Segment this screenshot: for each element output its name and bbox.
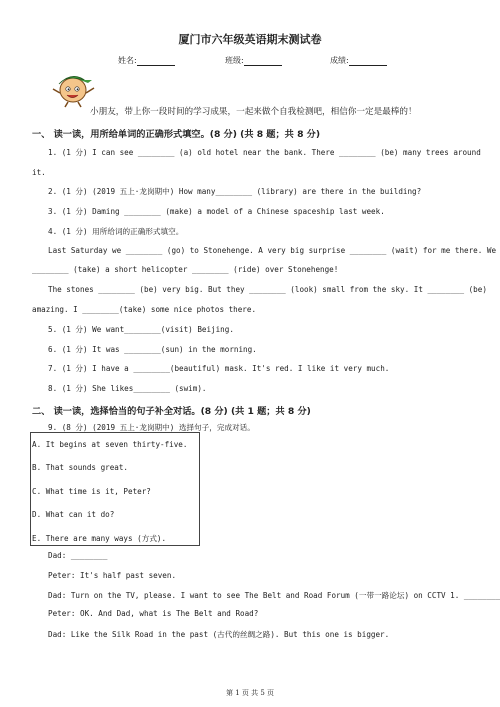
dialog-line-4: Peter: OK. And Dad, what is The Belt and Road? (48, 609, 259, 618)
question-7: 7. (1 分) I have a ________(beautiful) mask. It's red. I like it very much. (48, 364, 390, 373)
score-blank (349, 57, 387, 66)
class-label: 班级: (225, 56, 244, 65)
question-3: 3. (1 分) Daming ________ (make) a model of a Chinese spaceship last week. (48, 207, 385, 216)
class-field (225, 55, 282, 66)
name-label: 姓名: (118, 56, 137, 65)
question-6: 6. (1 分) It was ________(sun) in the morning. (48, 345, 257, 354)
passage-line-4: amazing. I ________(take) some nice photos there. (32, 305, 257, 314)
section2-heading: 二、 读一读，选择恰当的句子补全对话。(8 分) (共 1 题；共 8 分) (32, 406, 311, 417)
option-a: A. It begins at seven thirty-five. (32, 440, 188, 449)
dialog-line-1: Dad: ________ (48, 551, 108, 560)
option-e: E. There are many ways (方式). (32, 534, 167, 543)
page-title: 厦门市六年级英语期末测试卷 (178, 33, 322, 46)
name-blank (137, 57, 175, 66)
question-5: 5. (1 分) We want________(visit) Beijing. (48, 325, 234, 334)
page-footer: 第 1 页 共 5 页 (225, 689, 275, 697)
section1-heading: 一、 读一读，用所给单词的正确形式填空。(8 分) (共 8 题；共 8 分) (32, 129, 321, 140)
question-1: 1. (1 分) I can see ________ (a) old hotel near the bank. There ________ (be) many trees around (48, 148, 481, 157)
dialog-line-5: Dad: Like the Silk Road in the past (古代的丝绸之路). But this one is bigger. (48, 630, 390, 639)
question-9: 9. (8 分) (2019 五上·龙岗期中) 选择句子，完成对话。 (48, 423, 255, 432)
option-d: D. What can it do? (32, 510, 115, 519)
question-2: 2. (1 分) (2019 五上·龙岗期中) How many________ (library) are there in the building? (48, 187, 422, 196)
dialog-line-2: Peter: It's half past seven. (48, 571, 177, 580)
passage-line-1: Last Saturday we ________ (go) to Stonehenge. A very big surprise ________ (wait) for me there. We (48, 246, 497, 255)
name-field (118, 55, 175, 66)
question-8: 8. (1 分) She likes________ (swim). (48, 384, 207, 393)
score-field (330, 55, 387, 66)
class-blank (244, 57, 282, 66)
passage-line-2: ________ (take) a short helicopter ________ (ride) over Stonehenge! (32, 265, 339, 274)
question-1-cont: it. (32, 168, 46, 177)
dialog-line-3: Dad: Turn on the TV, please. I want to see The Belt and Road Forum (一带一路论坛) on CCTV 1. ________ (48, 591, 500, 600)
passage-line-3: The stones ________ (be) very big. But they ________ (look) small from the sky. It ________ (be) (48, 285, 487, 294)
score-label: 成绩: (330, 56, 349, 65)
question-4: 4. (1 分) 用所给词的正确形式填空。 (48, 227, 184, 236)
greeting-text: 小朋友，带上你一段时间的学习成果，一起来做个自我检测吧，相信你一定是最棒的！ (90, 107, 417, 117)
cartoon-kid-icon (50, 68, 96, 108)
option-c: C. What time is it, Peter? (32, 487, 151, 496)
option-b: B. That sounds great. (32, 463, 129, 472)
